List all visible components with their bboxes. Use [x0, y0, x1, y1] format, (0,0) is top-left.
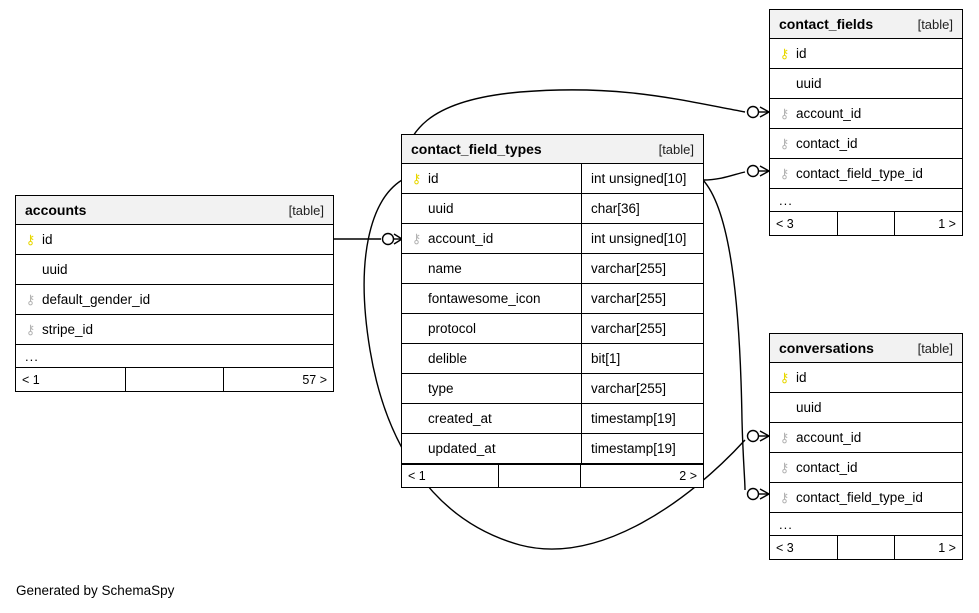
- incoming-relationships-count[interactable]: < 3: [770, 212, 838, 235]
- table-row[interactable]: [16, 285, 333, 315]
- table-accounts-tag: [table]: [288, 202, 324, 218]
- column-name: contact_field_type_id: [796, 166, 923, 181]
- foreign-key-icon: ⚷: [411, 231, 422, 246]
- foreign-key-icon: ⚷: [779, 136, 790, 151]
- column-name: protocol: [428, 321, 477, 336]
- column-cell: [16, 322, 333, 337]
- footer-spacer: [838, 536, 894, 559]
- column-cell: [770, 490, 962, 505]
- column-name: contact_id: [796, 460, 858, 475]
- column-name: fontawesome_icon: [428, 291, 541, 306]
- primary-key-icon: ⚷: [779, 46, 790, 61]
- more-columns-indicator: ...: [770, 189, 962, 212]
- column-name: account_id: [796, 430, 862, 445]
- column-name: contact_field_type_id: [796, 490, 923, 505]
- no-key-icon: [411, 382, 422, 395]
- no-key-icon: [411, 412, 422, 425]
- incoming-relationships-count[interactable]: < 1: [16, 368, 126, 391]
- table-row[interactable]: [770, 99, 962, 129]
- table-row[interactable]: [770, 483, 962, 513]
- table-row[interactable]: [770, 363, 962, 393]
- footer-spacer: [126, 368, 224, 391]
- column-cell: [770, 106, 962, 121]
- column-name: contact_id: [796, 136, 858, 151]
- incoming-relationships-count[interactable]: < 3: [770, 536, 838, 559]
- table-row[interactable]: [770, 159, 962, 189]
- foreign-key-icon: ⚷: [779, 106, 790, 121]
- generated-by-caption: Generated by SchemaSpy: [16, 583, 175, 598]
- column-type: varchar[255]: [591, 321, 667, 336]
- more-columns-indicator: ...: [16, 345, 333, 368]
- column-name: stripe_id: [42, 322, 94, 337]
- column-cell: [402, 404, 582, 433]
- table-row[interactable]: [16, 315, 333, 345]
- column-cell: [16, 292, 333, 307]
- outgoing-relationships-count[interactable]: 1 >: [938, 540, 956, 555]
- table-conversations-tag: [table]: [917, 340, 953, 356]
- table-row[interactable]: [770, 39, 962, 69]
- table-contact-fields-header: [770, 10, 962, 39]
- column-cell: [402, 314, 582, 343]
- footer-spacer: [499, 465, 581, 487]
- table-row[interactable]: [770, 129, 962, 159]
- table-row[interactable]: [770, 453, 962, 483]
- no-key-icon: [411, 262, 422, 275]
- foreign-key-icon: ⚷: [779, 460, 790, 475]
- column-cell: [770, 400, 962, 415]
- primary-key-icon: ⚷: [779, 370, 790, 385]
- column-name: default_gender_id: [42, 292, 151, 307]
- table-contact-fields-tag: [table]: [917, 16, 953, 32]
- no-key-icon: [411, 322, 422, 335]
- table-row[interactable]: [770, 423, 962, 453]
- table-contact-field-types-header: [402, 135, 703, 164]
- table-row[interactable]: [402, 374, 703, 404]
- column-type: char[36]: [591, 201, 640, 216]
- column-name: uuid: [796, 400, 822, 415]
- foreign-key-icon: ⚷: [779, 430, 790, 445]
- foreign-key-icon: ⚷: [779, 490, 790, 505]
- foreign-key-icon: ⚷: [779, 166, 790, 181]
- column-cell: [770, 166, 962, 181]
- primary-key-icon: ⚷: [25, 232, 36, 247]
- column-type: timestamp[19]: [591, 441, 676, 456]
- table-row[interactable]: [402, 194, 703, 224]
- table-contact-fields-title: contact_fields: [779, 16, 874, 32]
- table-row[interactable]: [770, 393, 962, 423]
- column-cell: [402, 284, 582, 313]
- table-accounts-header: [16, 196, 333, 225]
- table-row[interactable]: [402, 434, 703, 464]
- column-cell: [402, 194, 582, 223]
- column-name: created_at: [428, 411, 492, 426]
- no-key-icon: [411, 292, 422, 305]
- table-conversations-title: conversations: [779, 340, 874, 356]
- table-conversations-header: [770, 334, 962, 363]
- column-cell: [770, 430, 962, 445]
- column-name: id: [42, 232, 53, 247]
- column-cell: [16, 262, 333, 277]
- column-name: id: [796, 46, 807, 61]
- table-row[interactable]: [402, 254, 703, 284]
- column-cell: [402, 164, 582, 193]
- table-row[interactable]: [402, 314, 703, 344]
- outgoing-relationships-count[interactable]: 2 >: [679, 469, 697, 483]
- table-contact-field-types-tag: [table]: [658, 141, 694, 157]
- column-cell: [770, 460, 962, 475]
- table-row[interactable]: [16, 255, 333, 285]
- column-cell: [770, 370, 962, 385]
- table-row[interactable]: [402, 164, 703, 194]
- footer-spacer: [838, 212, 894, 235]
- column-name: id: [428, 171, 439, 186]
- column-name: type: [428, 381, 454, 396]
- table-contact-field-types-title: contact_field_types: [411, 141, 542, 157]
- column-name: uuid: [428, 201, 454, 216]
- column-name: uuid: [796, 76, 822, 91]
- column-cell: [402, 374, 582, 403]
- foreign-key-icon: ⚷: [25, 292, 36, 307]
- no-key-icon: [411, 442, 422, 455]
- column-cell: [16, 232, 333, 247]
- table-row[interactable]: [16, 225, 333, 255]
- table-accounts[interactable]: [15, 195, 334, 392]
- table-accounts-title: accounts: [25, 202, 87, 218]
- table-row[interactable]: [402, 344, 703, 374]
- table-row[interactable]: [402, 284, 703, 314]
- column-type: varchar[255]: [591, 261, 667, 276]
- table-contact-fields[interactable]: [769, 9, 963, 236]
- column-cell: [402, 254, 582, 283]
- column-name: account_id: [428, 231, 494, 246]
- column-name: name: [428, 261, 462, 276]
- column-name: uuid: [42, 262, 68, 277]
- column-name: id: [796, 370, 807, 385]
- column-cell: [770, 136, 962, 151]
- table-accounts-footer: [16, 368, 333, 391]
- more-columns-indicator: ...: [770, 513, 962, 536]
- column-type: bit[1]: [591, 351, 621, 366]
- column-cell: [402, 344, 582, 373]
- table-row[interactable]: [402, 224, 703, 254]
- foreign-key-icon: ⚷: [25, 322, 36, 337]
- column-name: updated_at: [428, 441, 496, 456]
- table-row[interactable]: [402, 404, 703, 434]
- column-cell: [770, 46, 962, 61]
- column-type: int unsigned[10]: [591, 231, 687, 246]
- column-cell: [402, 224, 582, 253]
- table-conversations[interactable]: [769, 333, 963, 560]
- column-name: account_id: [796, 106, 862, 121]
- no-key-icon: [779, 401, 790, 414]
- outgoing-relationships-count[interactable]: 57 >: [302, 372, 327, 387]
- column-type: varchar[255]: [591, 291, 667, 306]
- table-row[interactable]: [770, 69, 962, 99]
- column-name: delible: [428, 351, 468, 366]
- table-contact-fields-footer: [770, 212, 962, 235]
- column-cell: [402, 434, 582, 463]
- no-key-icon: [411, 202, 422, 215]
- column-type: int unsigned[10]: [591, 171, 687, 186]
- no-key-icon: [779, 77, 790, 90]
- table-contact-field-types-footer: [402, 464, 703, 487]
- primary-key-icon: ⚷: [411, 171, 422, 186]
- no-key-icon: [25, 263, 36, 276]
- incoming-relationships-count[interactable]: < 1: [402, 465, 499, 487]
- table-conversations-footer: [770, 536, 962, 559]
- column-type: varchar[255]: [591, 381, 667, 396]
- no-key-icon: [411, 352, 422, 365]
- column-type: timestamp[19]: [591, 411, 676, 426]
- table-contact-field-types[interactable]: [401, 134, 704, 488]
- outgoing-relationships-count[interactable]: 1 >: [938, 216, 956, 231]
- column-cell: [770, 76, 962, 91]
